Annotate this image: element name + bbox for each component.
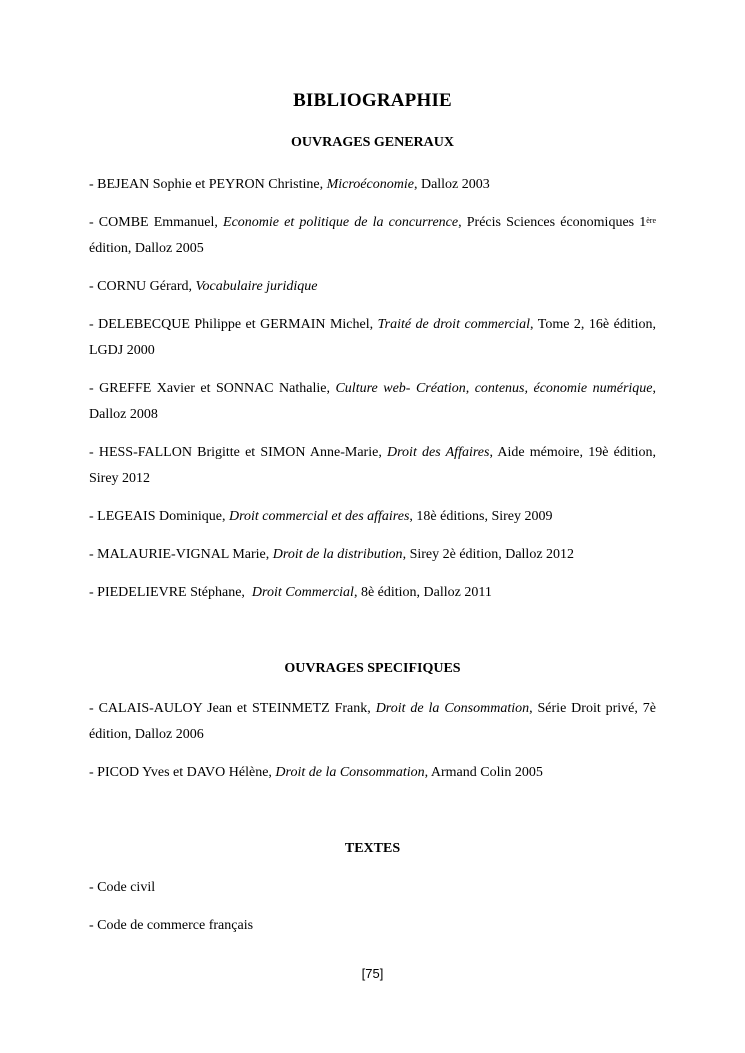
bib-entry: - DELEBECQUE Philippe et GERMAIN Michel, Traité de droit commercial, Tome 2, 16è édition, LGDJ 2000 bbox=[89, 317, 656, 358]
page-number: [75] bbox=[361, 966, 384, 981]
bib-entry: - GREFFE Xavier et SONNAC Nathalie, Culture web- Création, contenus, économie numérique, Dalloz 2008 bbox=[89, 381, 656, 422]
bib-entry: - Code de commerce français bbox=[89, 918, 254, 933]
bib-entry: - CALAIS-AULOY Jean et STEINMETZ Frank, Droit de la Consommation, Série Droit privé, 7è édition, Dalloz 2006 bbox=[89, 701, 657, 742]
bib-entry: - HESS-FALLON Brigitte et SIMON Anne-Marie, Droit des Affaires, Aide mémoire, 19è édition, Sirey 2012 bbox=[89, 445, 656, 486]
bib-entry: - PIEDELIEVRE Stéphane, Droit Commercial, 8è édition, Dalloz 2011 bbox=[89, 585, 492, 600]
bib-entry: - COMBE Emmanuel, Economie et politique de la concurrence, Précis Sciences économiques 1ère édition, Dalloz 2005 bbox=[89, 215, 657, 256]
bib-entry: - LEGEAIS Dominique, Droit commercial et des affaires, 18è éditions, Sirey 2009 bbox=[89, 509, 553, 524]
bib-entry: - MALAURIE-VIGNAL Marie, Droit de la distribution, Sirey 2è édition, Dalloz 2012 bbox=[89, 547, 575, 562]
page-title: BIBLIOGRAPHIE bbox=[293, 90, 452, 111]
bibliography-page bbox=[89, 86, 656, 939]
bib-entry: - BEJEAN Sophie et PEYRON Christine, Microéconomie, Dalloz 2003 bbox=[89, 177, 490, 192]
section-heading-generaux: OUVRAGES GENERAUX bbox=[291, 135, 454, 150]
bib-entry: - Code civil bbox=[89, 880, 156, 895]
section-heading-textes: TEXTES bbox=[344, 841, 401, 856]
bib-entry: - PICOD Yves et DAVO Hélène, Droit de la Consommation, Armand Colin 2005 bbox=[89, 765, 543, 780]
bib-entry: - CORNU Gérard, Vocabulaire juridique bbox=[89, 279, 318, 294]
section-heading-specifiques: OUVRAGES SPECIFIQUES bbox=[284, 661, 461, 676]
